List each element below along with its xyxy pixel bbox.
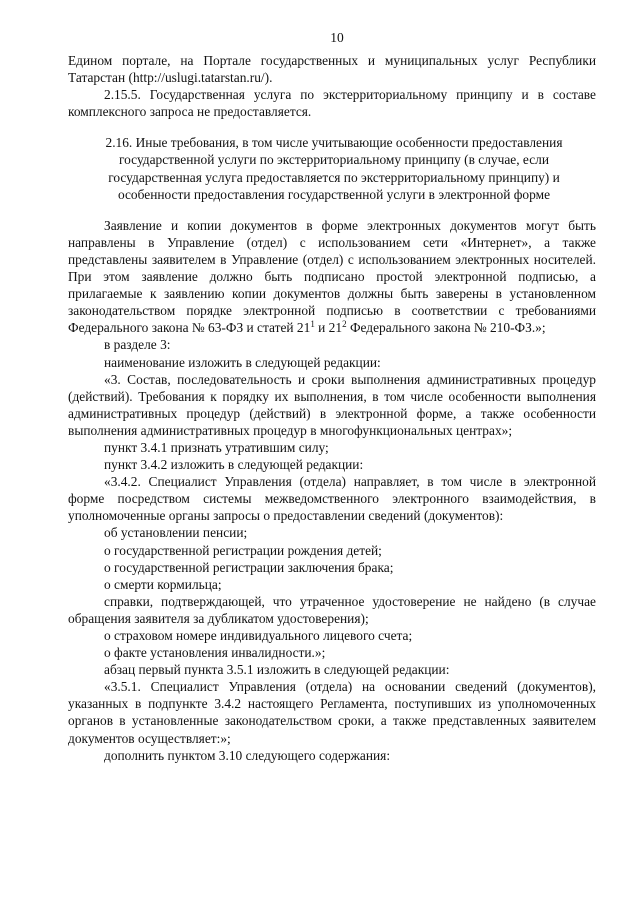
- paragraph-3-5-1-intro: абзац первый пункта 3.5.1 изложить в следующей редакции:: [104, 662, 450, 678]
- list-item: о государственной регистрации заключения брака;: [104, 559, 394, 575]
- paragraph-in-section-3: в разделе 3:: [104, 337, 171, 353]
- list-item: об установлении пенсии;: [104, 525, 248, 541]
- paragraph-3-5-1-text: «3.5.1. Специалист Управления (отдела) на основании сведений (документов), указанных в подпункте 3.4.2 настоящего Регламента, поступивших из уполномоченных органов в установленные законодательством сроки, а также представленных заявителем документов осуществляет:»;: [68, 679, 596, 746]
- list-item: о факте установления инвалидности.»;: [104, 645, 326, 661]
- paragraph-3-4-2-text: «3.4.2. Специалист Управления (отдела) направляет, в том числе в электронной форме посредством системы межведомственного электронного взаимодействия, в уполномоченные органы запросы о предоставлении сведений (документов):: [68, 474, 596, 524]
- superscript-2: 2: [342, 319, 347, 330]
- paragraph-electronic-documents: [68, 217, 596, 337]
- paragraph-3-4-1: пункт 3.4.1 признать утратившим силу;: [104, 439, 329, 455]
- electronic-docs-text-end: Федерального закона № 210-ФЗ.»;: [349, 320, 546, 336]
- paragraph-certificate: справки, подтверждающей, что утраченное удостоверение не найдено (в случае обращения заявителя за дубликатом удостоверения);: [68, 593, 596, 626]
- superscript-1: 1: [310, 319, 315, 330]
- paragraph-3-10: дополнить пунктом 3.10 следующего содержания:: [104, 747, 391, 763]
- list-item: о страховом номере индивидуального лицевого счета;: [104, 628, 413, 643]
- paragraph-section-3-title: «3. Состав, последовательность и сроки выполнения административных процедур (действий). Требования к порядку их выполнения, в том числе особенности выполнения административных процедур (действий) в электронной форме, а также особенности выполнения административных процедур в многофункциональных центрах»;: [68, 371, 596, 438]
- electronic-docs-text: Заявление и копии документов в форме электронных документов могут быть направлены в Управление (отдел) с использованием сети «Интернет», а также представлены заявителем в Управление (отдел) с использованием электронных носителей. При этом заявление должно быть подписано простой электронной подписью, а прилагаемые к заявлению копии документов должны быть заверены в установленном законодательством порядке электронной подписью в соответствии с требованиями Федерального закона № 63-ФЗ и статей 21: [68, 217, 596, 336]
- list-item: о смерти кормильца;: [104, 576, 222, 592]
- paragraph-name-edit: наименование изложить в следующей редакции:: [104, 354, 381, 370]
- paragraph-portal: Едином портале, на Портале государственных и муниципальных услуг Республики Татарстан (http://uslugi.tatarstan.ru/).: [68, 53, 596, 86]
- page-number: 10: [330, 30, 344, 45]
- paragraph-2-15-5: 2.15.5. Государственная услуга по экстерриториальному принципу и в составе комплексного запроса не предоставляется.: [68, 87, 596, 120]
- and-word: и 21: [314, 320, 343, 336]
- list-item: о государственной регистрации рождения детей;: [104, 542, 382, 558]
- paragraph-3-4-2-intro: пункт 3.4.2 изложить в следующей редакции:: [104, 457, 364, 473]
- section-heading-2-16: 2.16. Иные требования, в том числе учитывающие особенности предоставления государственной услуги по экстерриториальному принципу (в случае, если государственная услуга предоставляется по экстерриториальному принципу) и особенности предоставления государственной услуги в электронной форме: [105, 135, 563, 202]
